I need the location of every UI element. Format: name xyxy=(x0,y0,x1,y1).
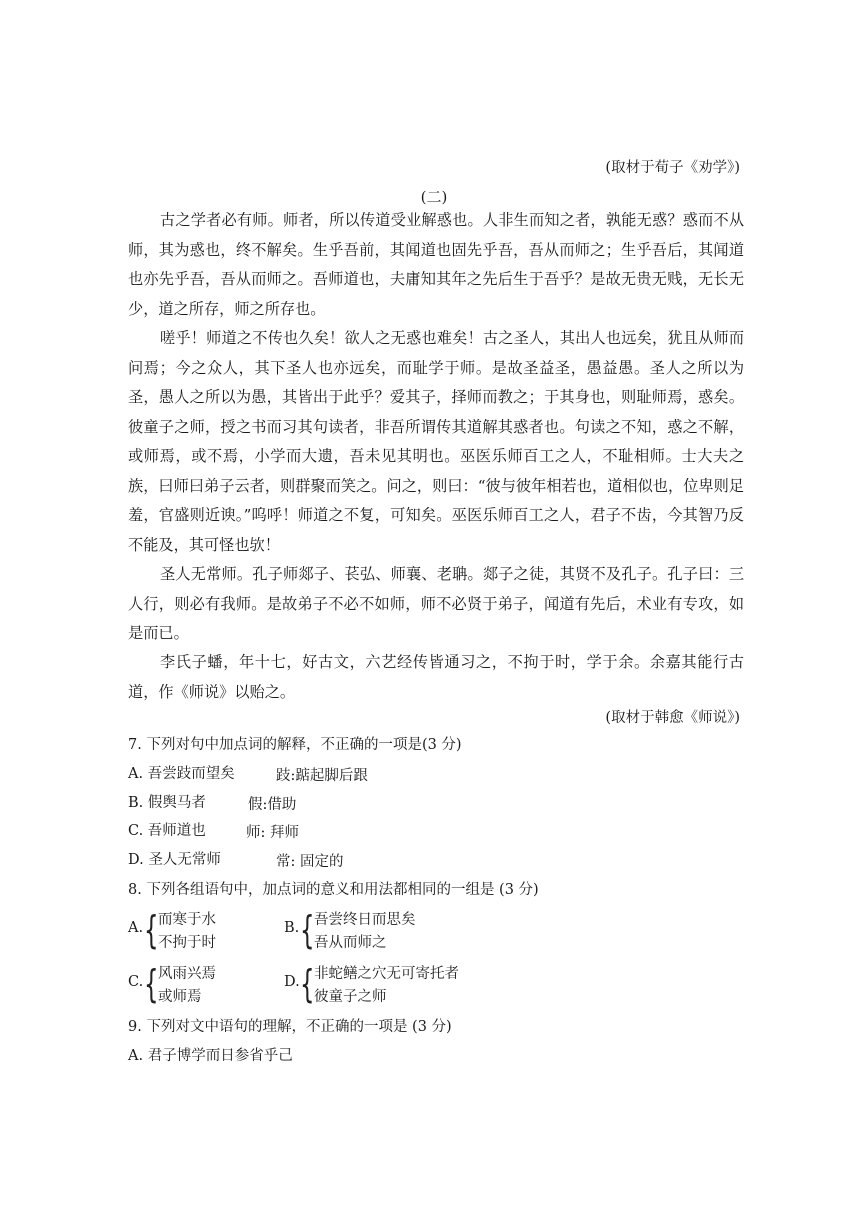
q9-option-a: A. 君子博学而日参省乎己 xyxy=(128,1048,293,1064)
question-9-stem: 9. 下列对文中语句的理解，不正确的一项是 (3 分) xyxy=(128,1019,452,1035)
passage-para-2 xyxy=(128,324,744,560)
q8-option-letter: D. xyxy=(284,974,300,990)
q8-option-a xyxy=(128,908,278,954)
q8-option-d xyxy=(284,962,544,1008)
q8-option-line-2: 或师焉 xyxy=(158,989,202,1005)
left-brace-icon: { xyxy=(300,962,315,1006)
q8-option-line-2: 彼童子之师 xyxy=(314,989,387,1005)
q8-option-line-1: 风雨兴焉 xyxy=(158,966,216,982)
q7-option-b-gloss: 假:借助 xyxy=(248,797,297,813)
q7-option-d: D. 圣人无常师 xyxy=(128,852,221,868)
q7-option-a-gloss: 跂:踮起脚后跟 xyxy=(276,768,368,784)
q8-option-line-1: 非蛇鳝之穴无可寄托者 xyxy=(314,966,459,982)
section-heading: (二) xyxy=(420,188,448,206)
q7-option-b: B. 假舆马者 xyxy=(128,795,206,811)
source-citation-xunzi: (取材于荀子《劝学》) xyxy=(605,160,740,176)
q8-option-c xyxy=(128,962,278,1008)
passage-text: 古之学者必有师。师者，所以传道受业解惑也。人非生而知之者，孰能无惑？惑而不从师，其为惑也，终不解矣。生乎吾前，其闻道也固先乎吾，吾从而师之；生乎吾后，其闻道也亦先乎吾，吾从而师之。吾师道也，夫庸知其年之先后生于吾乎？是故无贵无贱，无长无少，道之所存，师之所存也。 xyxy=(128,211,744,318)
q8-option-line-2: 吾从而师之 xyxy=(314,935,387,951)
left-brace-icon: { xyxy=(144,908,159,952)
passage-para-3 xyxy=(128,560,744,649)
q8-option-line-1: 吾尝终日而思矣 xyxy=(314,912,416,928)
question-8-stem: 8. 下列各组语句中，加点词的意义和用法都相同的一组是 (3 分) xyxy=(128,882,539,898)
source-citation-hanyu: (取材于韩愈《师说》) xyxy=(605,710,740,726)
passage-text: 圣人无常师。孔子师郯子、苌弘、师襄、老聃。郯子之徒，其贤不及孔子。孔子曰：三人行，则必有我师。是故弟子不必不如师，师不必贤于弟子，闻道有先后，术业有专攻，如是而已。 xyxy=(128,565,744,642)
passage-para-4 xyxy=(128,648,744,707)
q8-option-b xyxy=(284,908,504,954)
q8-option-letter: C. xyxy=(128,974,144,990)
left-brace-icon: { xyxy=(144,962,159,1006)
q8-option-letter: B. xyxy=(284,920,300,936)
q8-option-letter: A. xyxy=(128,920,144,936)
q7-option-c-gloss: 师: 拜师 xyxy=(246,825,299,841)
left-brace-icon: { xyxy=(300,908,315,952)
q7-option-d-gloss: 常: 固定的 xyxy=(276,854,344,870)
passage-text: 嗟乎！师道之不传也久矣！欲人之无惑也难矣！古之圣人，其出人也远矣，犹且从师而问焉；今之众人，其下圣人也亦远矣，而耻学于师。是故圣益圣，愚益愚。圣人之所以为圣，愚人之所以为愚，其皆出于此乎？爱其子，择师而教之；于其身也，则耻师焉，惑矣。彼童子之师，授之书而习其句读者，非吾所谓传其道解其惑者也。句读之不知，惑之不解，或师焉，或不焉，小学而大遗，吾未见其明也。巫医乐师百工之人，不耻相师。士大夫之族，曰师曰弟子云者，则群聚而笑之。问之，则曰：“彼与彼年相若也，道相似也，位卑则足羞，官盛则近谀。”呜呼！师道之不复，可知矣。巫医乐师百工之人，君子不齿，今其智乃反不能及，其可怪也欤！ xyxy=(128,329,744,554)
passage-text: 李氏子蟠，年十七，好古文，六艺经传皆通习之，不拘于时，学于余。余嘉其能行古道，作《师说》以贻之。 xyxy=(128,653,744,701)
q8-option-line-1: 而寒于水 xyxy=(158,912,216,928)
q7-option-a: A. 吾尝跂而望矣 xyxy=(128,766,235,782)
question-7-stem: 7. 下列对句中加点词的解释，不正确的一项是(3 分) xyxy=(128,737,462,753)
q7-option-c: C. 吾师道也 xyxy=(128,823,206,839)
passage-para-1 xyxy=(128,206,744,324)
q8-option-line-2: 不拘于时 xyxy=(158,935,216,951)
